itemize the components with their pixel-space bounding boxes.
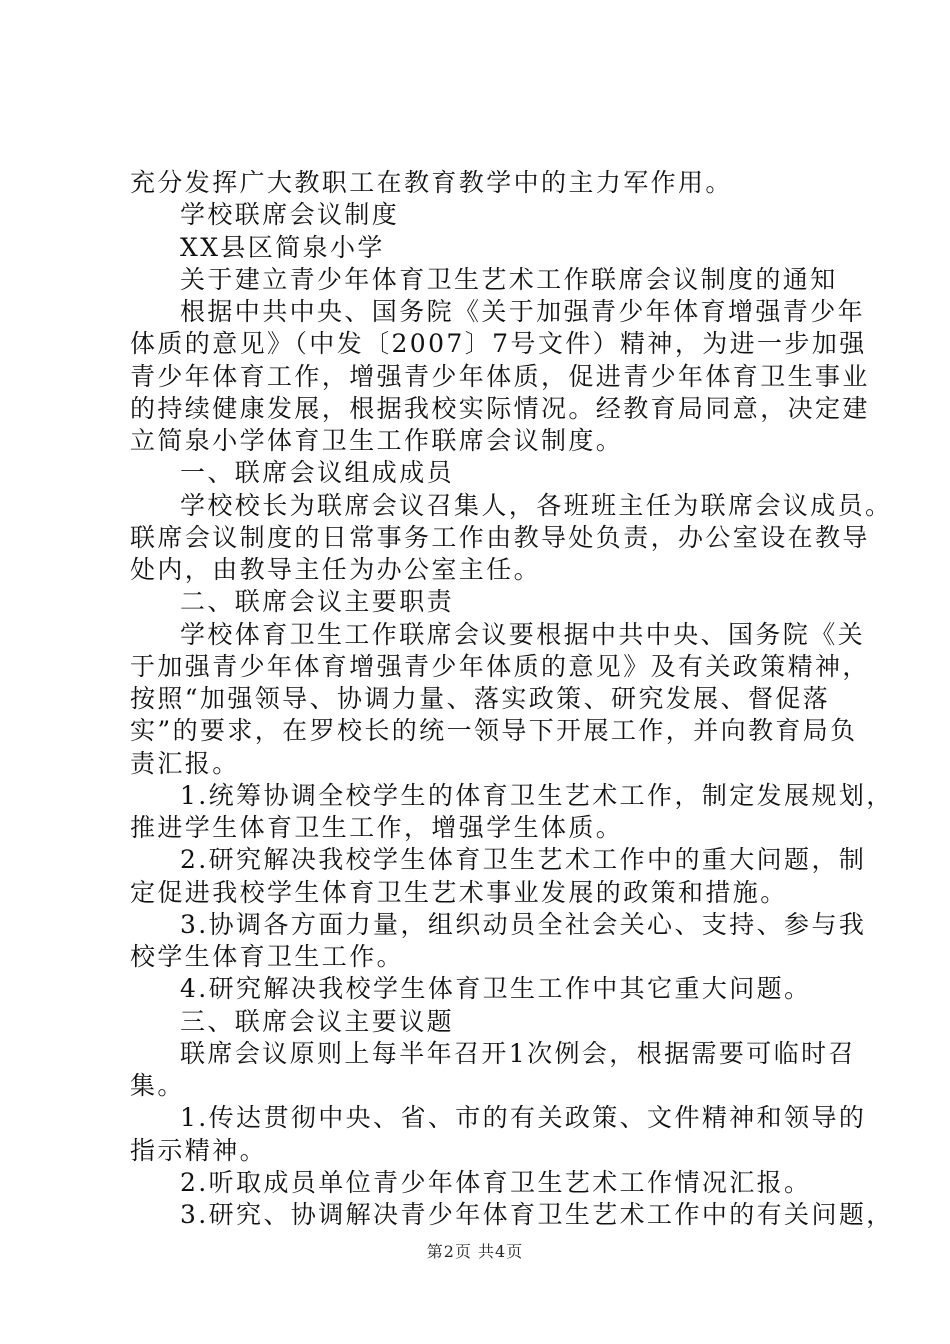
- body-line: 于加强青少年体育增强青少年体质的意见》及有关政策精神，: [130, 651, 870, 681]
- body-line: 按照“加强领导、协调力量、落实政策、研究发展、督促落: [130, 684, 831, 713]
- list-item: 3.研究、协调解决青少年体育卫生艺术工作中的有关问题，: [180, 1200, 894, 1229]
- body-line: 学校校长为联席会议召集人，各班班主任为联席会议成员。: [180, 490, 893, 520]
- list-item: 4.研究解决我校学生体育卫生工作中其它重大问题。: [180, 974, 812, 1004]
- list-item: 3.协调各方面力量，组织动员全社会关心、支持、参与我: [180, 909, 867, 939]
- section-heading: 一、联席会议组成成员: [180, 458, 455, 488]
- body-line: 实”的要求，在罗校长的统一领导下开展工作，并向教育局负: [130, 716, 858, 746]
- body-line: 处内，由教导主任为办公室主任。: [130, 555, 542, 584]
- body-line: 指示精神。: [130, 1135, 268, 1165]
- heading-line: 学校联席会议制度: [180, 200, 400, 230]
- list-item: 1.统筹协调全校学生的体育卫生艺术工作，制定发展规划，: [180, 780, 894, 810]
- body-line: 的持续健康发展，根据我校实际情况。经教育局同意，决定建: [130, 393, 870, 423]
- body-line: 推进学生体育卫生工作，增强学生体质。: [130, 813, 624, 842]
- body-line: 联席会议制度的日常事务工作由教导处负责，办公室设在教导: [130, 522, 870, 552]
- body-line: 体质的意见》（中发〔2007〕7号文件）精神，为进一步加强: [130, 329, 867, 359]
- section-heading: 三、联席会议主要议题: [180, 1006, 455, 1036]
- body-line: 校学生体育卫生工作。: [130, 942, 405, 971]
- body-line: 联席会议原则上每半年召开1次例会，根据需要可临时召: [180, 1038, 856, 1068]
- body-line: 立简泉小学体育卫生工作联席会议制度。: [130, 426, 624, 455]
- page-footer: 第2页 共4页: [426, 1242, 524, 1261]
- body-line: 学校体育卫生工作联席会议要根据中共中央、国务院《关: [180, 619, 866, 649]
- body-line: 根据中共中央、国务院《关于加强青少年体育增强青少年: [180, 297, 866, 326]
- body-line: 青少年体育工作，增强青少年体质，促进青少年体育卫生事业: [130, 361, 870, 391]
- heading-line: XX县区简泉小学: [180, 232, 385, 262]
- notice-title: 关于建立青少年体育卫生艺术工作联席会议制度的通知: [180, 264, 838, 294]
- body-line: 充分发挥广大教职工在教育教学中的主力军作用。: [130, 168, 733, 197]
- body-line: 集。: [130, 1071, 185, 1100]
- body-line: 定促进我校学生体育卫生艺术事业发展的政策和措施。: [130, 877, 788, 907]
- section-heading: 二、联席会议主要职责: [180, 587, 455, 617]
- list-item: 2.听取成员单位青少年体育卫生艺术工作情况汇报。: [180, 1167, 812, 1197]
- list-item: 2.研究解决我校学生体育卫生艺术工作中的重大问题，制: [180, 845, 867, 875]
- body-line: 责汇报。: [130, 748, 240, 778]
- list-item: 1.传达贯彻中央、省、市的有关政策、文件精神和领导的: [180, 1103, 867, 1133]
